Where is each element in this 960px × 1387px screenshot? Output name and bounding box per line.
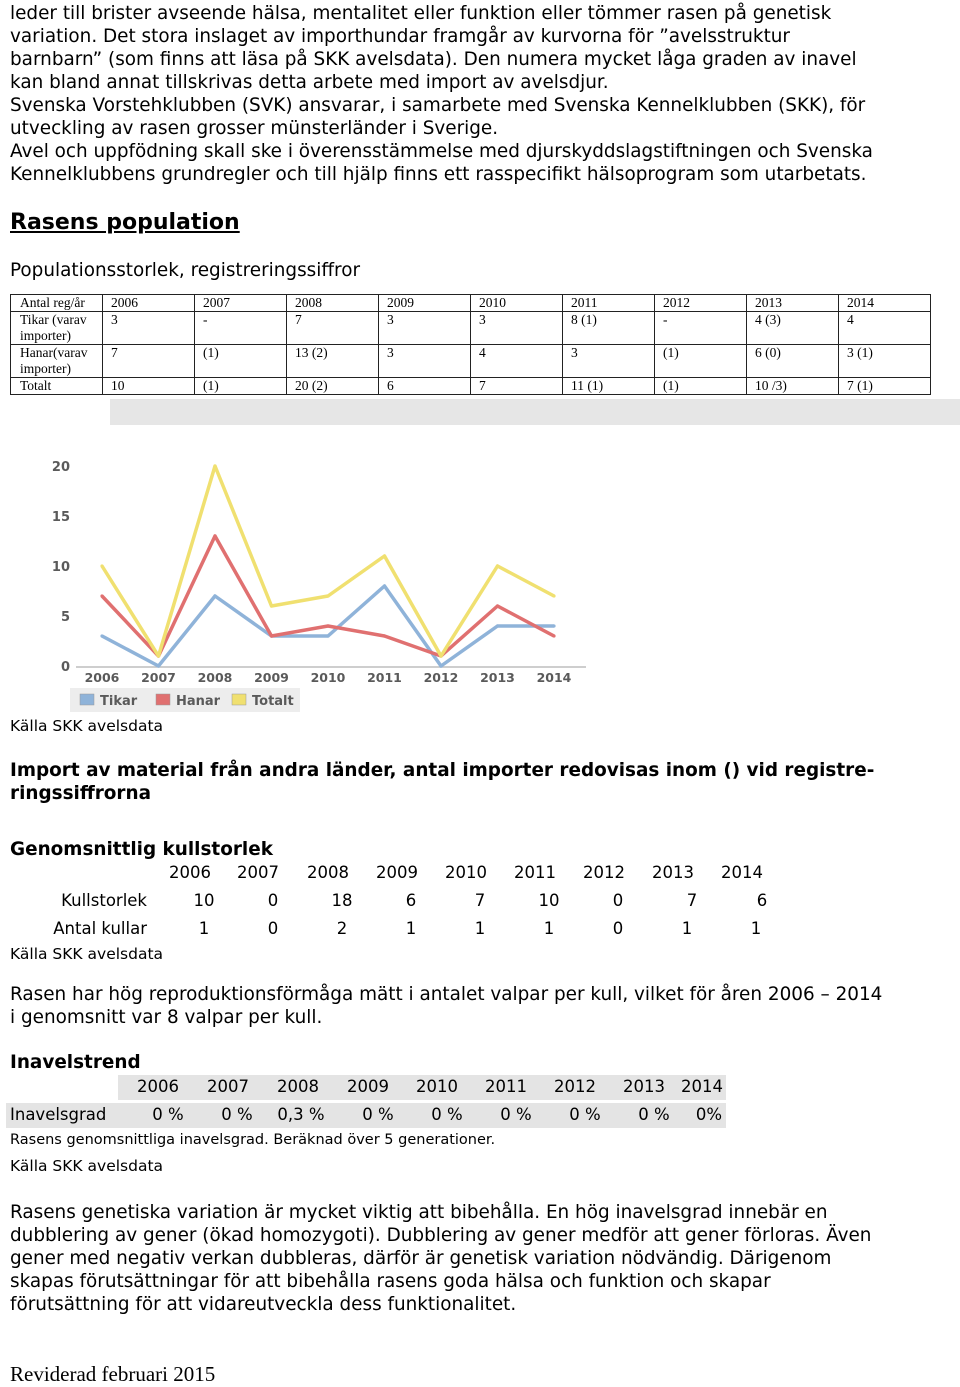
intro-line: variation. Det stora inslaget av importhundar framgår av kurvorna för ”avelsstruktur	[10, 26, 790, 47]
table-cell: 10	[103, 378, 195, 395]
year-header: 2011	[485, 1077, 527, 1096]
inbreeding-title: Inavelstrend	[10, 1052, 141, 1073]
year-header: 2014	[721, 863, 763, 882]
population-subheading: Populationsstorlek, registreringssiffror	[10, 260, 361, 281]
intro-line: utveckling av rasen grosser münsterländer i Sverige.	[10, 118, 499, 139]
x-tick-label: 2006	[84, 670, 120, 685]
legend-swatch	[232, 694, 246, 705]
inbreeding-value: 0,3 %	[277, 1105, 325, 1124]
litter-size-value: 0	[267, 891, 279, 910]
series-point-totalt	[552, 594, 555, 597]
row-label: Antal kullar	[53, 919, 147, 938]
table-cell: 3	[103, 312, 195, 345]
table-cell: (1)	[655, 378, 747, 395]
series-point-totalt	[326, 594, 329, 597]
year-header: 2009	[376, 863, 418, 882]
y-tick-label: 20	[51, 460, 70, 475]
x-tick-label: 2013	[480, 670, 515, 685]
litter-count-value: 1	[198, 919, 210, 938]
table-header-cell: 2008	[287, 295, 379, 312]
repro-line: i genomsnitt var 8 valpar per kull.	[10, 1007, 323, 1028]
table-cell: 3	[471, 312, 563, 345]
series-point-tikar	[157, 664, 160, 667]
series-point-totalt	[383, 554, 386, 557]
table-header-cell: Antal reg/år	[11, 295, 103, 312]
series-point-hanar	[326, 624, 329, 627]
table-header-cell: 2014	[839, 295, 931, 312]
repro-line: Rasen har hög reproduktionsförmåga mätt i antalet valpar per kull, vilket för åren 2006 – 2014	[10, 984, 883, 1005]
litter-size-value: 6	[405, 891, 417, 910]
y-tick-label: 0	[60, 660, 70, 675]
genetic-text	[10, 1201, 871, 1316]
year-header: 2008	[277, 1077, 319, 1096]
import-note-line: Import av material från andra länder, antal importer redovisas inom () vid registre-	[10, 760, 875, 781]
table-cell: 7	[471, 378, 563, 395]
row-label: Inavelsgrad	[10, 1105, 107, 1124]
table-cell: -	[655, 312, 747, 345]
table-cell: (1)	[195, 345, 287, 378]
row-label-line: Hanar(varav	[20, 345, 88, 360]
series-point-tikar	[552, 624, 555, 627]
section-title: Rasens population	[10, 210, 240, 235]
import-note	[10, 759, 874, 805]
x-tick-label: 2008	[197, 670, 233, 685]
genetic-line: skapas förutsättningar för att bibehålla rasens goda hälsa och funktion och skapar	[10, 1271, 771, 1292]
inbreeding-value: 0 %	[638, 1105, 670, 1124]
intro-line: leder till brister avseende hälsa, mentalitet eller funktion eller tömmer rasen på genetisk	[10, 3, 832, 24]
inbreeding-value: 0 %	[362, 1105, 394, 1124]
series-point-tikar	[213, 594, 216, 597]
table-cell: 3 (1)	[839, 345, 931, 378]
year-header: 2014	[681, 1077, 723, 1096]
x-tick-label: 2011	[367, 670, 402, 685]
table-cell: 8 (1)	[563, 312, 655, 345]
gray-band	[110, 399, 960, 425]
year-header: 2006	[137, 1077, 179, 1096]
table-cell: 10 /3)	[747, 378, 839, 395]
litter-count-value: 1	[750, 919, 762, 938]
y-tick-label: 10	[51, 560, 70, 575]
legend-label: Hanar	[176, 694, 221, 709]
legend-label: Tikar	[100, 694, 138, 709]
litter-size-value: 10	[193, 891, 215, 910]
registration-table	[10, 294, 931, 395]
litter-size-value: 7	[686, 891, 698, 910]
year-header: 2012	[554, 1077, 596, 1096]
table-cell: 11 (1)	[563, 378, 655, 395]
table-header-cell: 2007	[195, 295, 287, 312]
intro-line: Svenska Vorstehklubben (SVK) ansvarar, i samarbete med Svenska Kennelklubben (SKK), för	[10, 95, 866, 116]
table-cell: 4	[471, 345, 563, 378]
y-tick-label: 5	[60, 610, 70, 625]
series-point-tikar	[439, 664, 442, 667]
intro-text	[10, 2, 950, 186]
legend-swatch	[156, 694, 170, 705]
table-cell: 7	[103, 345, 195, 378]
series-point-totalt	[439, 654, 442, 657]
import-note-line: ringssiffrorna	[10, 783, 152, 804]
intro-line: Kennelklubbens grundregler och till hjälp finns ett rasspecifikt hälsoprogram som utarbetats.	[10, 164, 867, 185]
table-cell: 3	[563, 345, 655, 378]
series-point-totalt	[213, 464, 216, 467]
table-header-cell: 2012	[655, 295, 747, 312]
year-header: 2006	[169, 863, 211, 882]
table-row-label	[11, 345, 103, 378]
litter-size-value: 6	[756, 891, 768, 910]
table-cell: 7 (1)	[839, 378, 931, 395]
table-row-label	[11, 312, 103, 345]
year-header: 2013	[623, 1077, 665, 1096]
inbreeding-value: 0 %	[431, 1105, 463, 1124]
series-point-hanar	[552, 634, 555, 637]
series-point-hanar	[270, 634, 273, 637]
litter-size-row	[0, 891, 960, 913]
litter-title: Genomsnittlig kullstorlek	[10, 839, 273, 860]
table-header-cell: 2010	[471, 295, 563, 312]
litter-size-value: 18	[331, 891, 353, 910]
year-header: 2007	[207, 1077, 249, 1096]
table-cell: 4 (3)	[747, 312, 839, 345]
litter-size-value: 7	[474, 891, 486, 910]
row-label: Kullstorlek	[61, 891, 147, 910]
litter-count-value: 1	[543, 919, 555, 938]
table-cell: 6 (0)	[747, 345, 839, 378]
x-tick-label: 2010	[310, 670, 346, 685]
intro-line: barnbarn” (som finns att läsa på SKK avelsdata). Den numera mycket låga graden av inavel	[10, 49, 857, 70]
year-header: 2010	[416, 1077, 458, 1096]
table-cell: (1)	[655, 345, 747, 378]
series-point-hanar	[383, 634, 386, 637]
year-header: 2013	[652, 863, 694, 882]
litter-size-value: 0	[612, 891, 624, 910]
series-point-totalt	[496, 564, 499, 567]
table-cell: (1)	[195, 378, 287, 395]
x-tick-label: 2014	[536, 670, 572, 685]
table-row	[11, 345, 931, 378]
inbreeding-value: 0 %	[221, 1105, 253, 1124]
litter-source: Källa SKK avelsdata	[10, 945, 164, 963]
table-row-label: Totalt	[11, 378, 103, 395]
table-cell: 20 (2)	[287, 378, 379, 395]
series-point-tikar	[100, 634, 103, 637]
litter-count-row	[0, 919, 960, 941]
table-header-cell: 2013	[747, 295, 839, 312]
litter-count-value: 1	[474, 919, 486, 938]
series-point-hanar	[213, 534, 216, 537]
legend-swatch	[80, 694, 94, 705]
inbreeding-years-row	[0, 1077, 960, 1099]
table-cell: 3	[379, 312, 471, 345]
genetic-line: dubblering av gener (ökad homozygoti). Dubblering av gener medför att gener förloras. Även	[10, 1225, 872, 1246]
litter-years-row	[0, 863, 960, 885]
series-point-totalt	[157, 654, 160, 657]
table-row	[11, 312, 931, 345]
series-point-tikar	[496, 624, 499, 627]
table-cell: 13 (2)	[287, 345, 379, 378]
table-cell: 7	[287, 312, 379, 345]
table-cell: 4	[839, 312, 931, 345]
genetic-line: gener med negativ verkan dubbleras, därför är genetisk variation nödvändig. Därigenom	[10, 1248, 832, 1269]
table-cell: 6	[379, 378, 471, 395]
intro-line: Avel och uppfödning skall ske i överensstämmelse med djurskyddslagstiftningen och Svenska	[10, 141, 873, 162]
year-header: 2009	[347, 1077, 389, 1096]
litter-size-value: 10	[538, 891, 560, 910]
table-header-row	[11, 295, 931, 312]
source-note: Källa SKK avelsdata	[10, 717, 164, 735]
row-label-line: importer)	[20, 328, 71, 343]
year-header: 2007	[237, 863, 279, 882]
litter-count-value: 0	[612, 919, 624, 938]
x-tick-label: 2009	[254, 670, 289, 685]
x-tick-label: 2012	[423, 670, 459, 685]
table-cell: 3	[379, 345, 471, 378]
series-point-hanar	[496, 604, 499, 607]
inbreeding-value: 0 %	[569, 1105, 601, 1124]
year-header: 2008	[307, 863, 349, 882]
genetic-line: Rasens genetiska variation är mycket viktig att bibehålla. En hög inavelsgrad innebär en	[10, 1202, 828, 1223]
inbreeding-values-row	[0, 1105, 960, 1127]
inbreeding-value: 0 %	[500, 1105, 532, 1124]
year-header: 2011	[514, 863, 556, 882]
y-tick-label: 15	[51, 510, 70, 525]
litter-count-value: 1	[405, 919, 417, 938]
x-tick-label: 2007	[141, 670, 176, 685]
legend-label: Totalt	[252, 694, 294, 709]
series-point-totalt	[270, 604, 273, 607]
table-row	[11, 378, 931, 395]
population-line-chart	[48, 448, 588, 718]
genetic-line: förutsättning för att vidareutveckla dess funktionalitet.	[10, 1294, 517, 1315]
table-header-cell: 2011	[563, 295, 655, 312]
litter-count-value: 1	[681, 919, 693, 938]
table-header-cell: 2009	[379, 295, 471, 312]
row-label-line: importer)	[20, 361, 71, 376]
inbreeding-value: 0%	[695, 1105, 723, 1124]
series-point-tikar	[383, 584, 386, 587]
inbreeding-value: 0 %	[152, 1105, 184, 1124]
inbreeding-note: Rasens genomsnittliga inavelsgrad. Beräknad över 5 generationer.	[10, 1132, 496, 1148]
series-point-hanar	[100, 594, 103, 597]
footer-revision: Reviderad februari 2015	[10, 1362, 216, 1386]
litter-count-value: 0	[267, 919, 279, 938]
inbreeding-source: Källa SKK avelsdata	[10, 1157, 164, 1175]
repro-text	[10, 983, 882, 1029]
intro-line: kan bland annat tillskrivas detta arbete med import av avelsdjur.	[10, 72, 609, 93]
table-cell: -	[195, 312, 287, 345]
table-header-cell: 2006	[103, 295, 195, 312]
row-label-line: Tikar (varav	[20, 312, 87, 327]
year-header: 2012	[583, 863, 625, 882]
series-point-totalt	[100, 564, 103, 567]
year-header: 2010	[445, 863, 487, 882]
litter-count-value: 2	[336, 919, 348, 938]
series-point-tikar	[326, 634, 329, 637]
